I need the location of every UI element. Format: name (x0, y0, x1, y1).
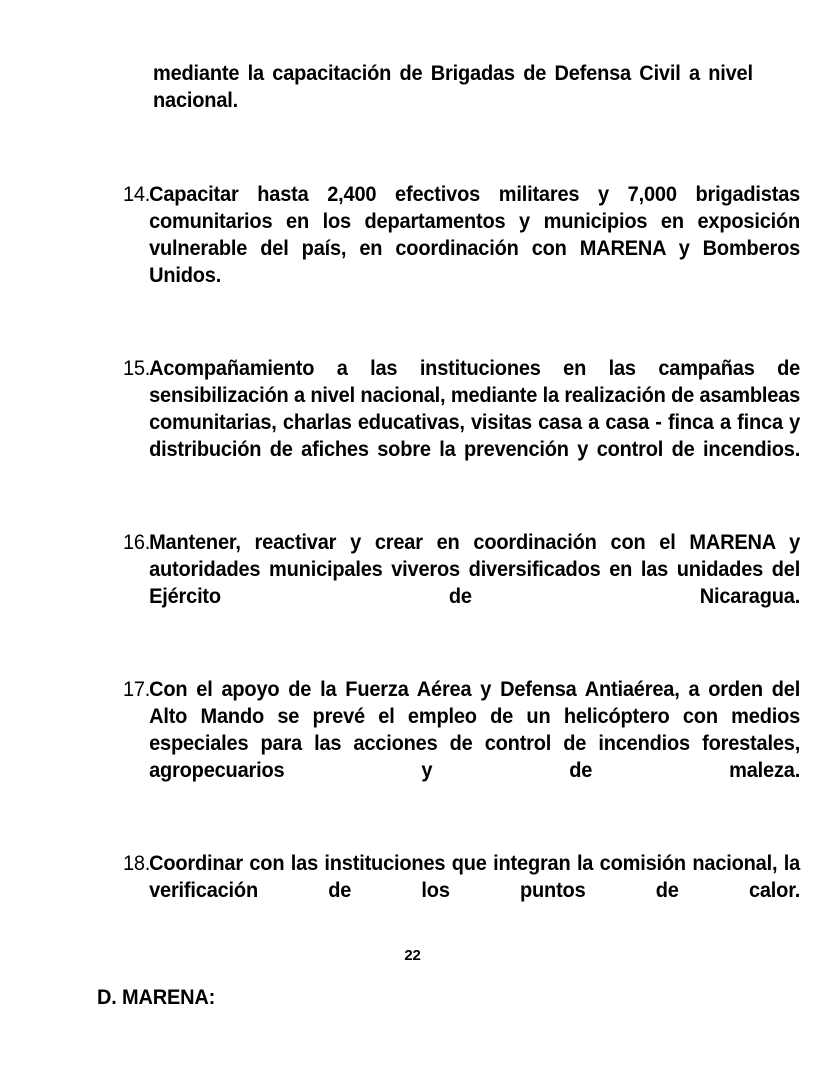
list-item-14 (97, 181, 800, 316)
list-item-number: 18. (123, 851, 151, 875)
list-item-text: Acompañamiento a las instituciones en las campañas de sensibilización a nivel nacional, mediante la realización de asambleas comunitarias, charlas educativas, visitas casa a casa - finca a finca y distribución de afiches sobre la prevención y control de incendios. (149, 356, 801, 461)
list-item-text: Mantener, reactivar y crear en coordinación con el MARENA y autoridades municipales viveros diversificados en las unidades del Ejército de Nicaragua. (149, 530, 801, 608)
list-item-16 (97, 529, 800, 637)
list-item-15 (97, 355, 800, 490)
list-item-18 (97, 850, 800, 931)
list-item-number: 15. (123, 356, 151, 380)
list-item-number: 16. (123, 530, 151, 554)
intro-paragraph: mediante la capacitación de Brigadas de Defensa Civil a nivel nacional. (153, 61, 753, 112)
section-heading-marena: D. MARENA: (97, 985, 216, 1009)
list-item-text: Coordinar con las instituciones que integran la comisión nacional, la verificación de los puntos de calor. (149, 851, 801, 902)
list-item-text: Con el apoyo de la Fuerza Aérea y Defensa Antiaérea, a orden del Alto Mando se prevé el empleo de un helicóptero con medios especiales para las acciones de control de incendios forestales, agropecuarios y de maleza. (149, 677, 801, 782)
list-item-number: 14. (123, 182, 151, 206)
list-item-number: 17. (123, 677, 151, 701)
page-content (97, 60, 801, 1011)
list-item-text: Capacitar hasta 2,400 efectivos militares y 7,000 brigadistas comunitarios en los departamentos y municipios en exposición vulnerable del país, en coordinación con MARENA y Bomberos Unidos. (149, 182, 801, 287)
page-number: 22 (404, 947, 421, 964)
list-item-17 (97, 676, 800, 811)
